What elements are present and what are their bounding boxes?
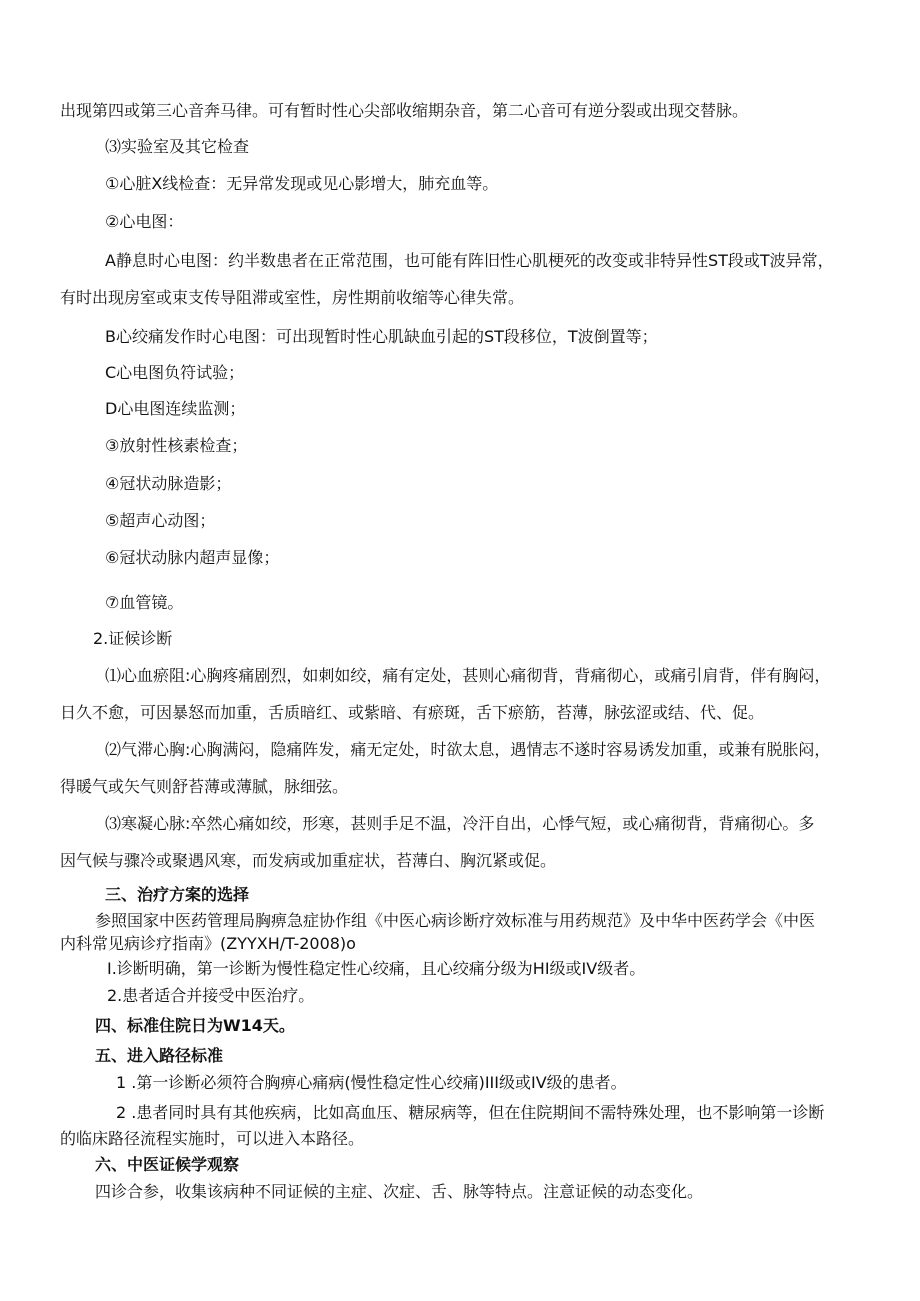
section-subheading: ⑶实验室及其它检查 [105,137,250,156]
paragraph-line: 因气候与骤冷或聚遇风寒，而发病或加重症状，苔薄白、胸沉紧或促。 [60,851,557,870]
section-heading: 六、中医证候学观察 [95,1155,240,1174]
list-item: ⑦血管镜。 [105,593,184,612]
paragraph-line: B心绞痛发作时心电图：可出现暂时性心肌缺血引起的ST段移位，T波倒置等； [105,327,658,346]
list-item: ②心电图： [105,212,184,231]
list-item: D心电图连续监测； [105,399,246,418]
paragraph-line: ⑵气滞心胸:心胸满闷，隐痛阵发，痛无定处，时欲太息，遇情志不遂时容易诱发加重，或兼有脱胀闷， [105,740,831,759]
paragraph-line: 出现第四或第三心音奔马律。可有暂时性心尖部收缩期杂音，第二心音可有逆分裂或出现交替脉。 [60,101,749,120]
list-item: ①心脏X线检查：无异常发现或见心影增大，肺充血等。 [105,174,499,193]
list-item: ⑥冠状动脉内超声显像； [105,548,280,567]
paragraph-line: ⑴心血瘀阻:心胸疼痛剧烈，如刺如绞，痛有定处，甚则心痛彻背，背痛彻心，或痛引肩背，伴有胸闷， [105,666,831,685]
list-item: C心电图负符试验； [105,363,245,382]
section-heading: 四、标准住院日为W14天。 [95,1016,295,1035]
paragraph-line: 参照国家中医药管理局胸痹急症协作组《中医心病诊断疗效标准与用药规范》及中华中医药学会《中医 [95,911,816,930]
list-item: I.诊断明确，第一诊断为慢性稳定性心绞痛，且心绞痛分级为HI级或IV级者。 [107,959,646,978]
list-item: ④冠状动脉造影； [105,474,232,493]
paragraph-line: ⑶寒凝心脉:卒然心痛如绞，形寒，甚则手足不温，冷汗自出，心悸气短，或心痛彻背，背痛彻心。多 [105,814,815,833]
paragraph-line: A静息时心电图：约半数患者在正常范围，也可能有阵旧性心肌梗死的改变或非特异性ST段或T波异常， [105,251,834,270]
paragraph-line: 日久不愈，可因暴怒而加重，舌质暗红、或紫暗、有瘀斑，舌下瘀筋，苔薄，脉弦涩或结、代、促。 [60,703,765,722]
section-heading: 三、治疗方案的选择 [105,885,250,904]
paragraph-line: 的临床路径流程实施时，可以进入本路径。 [60,1129,365,1148]
section-subheading: 2.证候诊断 [93,629,173,648]
paragraph-line: 得暖气或矢气则舒苔薄或薄腻，脉细弦。 [60,777,349,796]
paragraph-line: 四诊合参，收集该病种不同证候的主症、次症、舌、脉等特点。注意证候的动态变化。 [95,1182,704,1201]
paragraph-line: 有时出现房室或束支传导阻滞或室性，房性期前收缩等心律失常。 [60,288,525,307]
list-item: 1 .第一诊断必须符合胸痹心痛病(慢性稳定性心绞痛)III级或IV级的患者。 [116,1073,627,1092]
list-item: 2.患者适合并接受中医治疗。 [107,986,315,1005]
section-heading: 五、进入路径标准 [95,1046,224,1065]
list-item: ③放射性核素检查； [105,436,248,455]
paragraph-line: 内科常见病诊疗指南》(ZYYXH/T-2008)o [60,934,356,953]
list-item: 2 .患者同时具有其他疾病，比如高血压、糖尿病等，但在住院期间不需特殊处理，也不影响第一诊断 [116,1103,825,1122]
list-item: ⑤超声心动图； [105,511,216,530]
